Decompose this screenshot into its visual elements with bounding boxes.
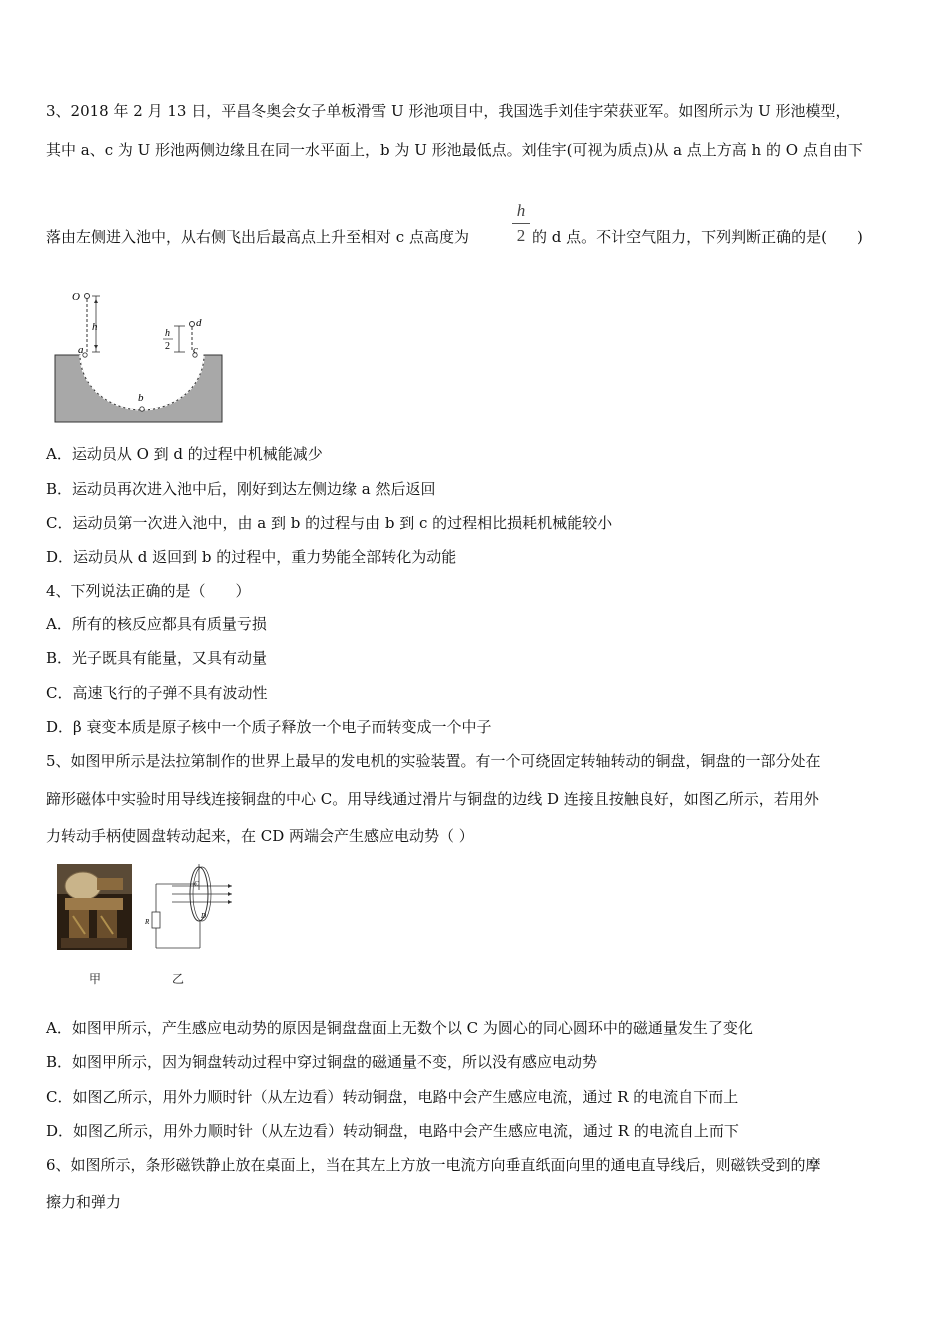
q3-line-2: 其中 a、c 为 U 形池两侧边缘且在同一水平面上，b 为 U 形池最低点。刘佳宇(可视为质点)从 a 点上方高 h 的 O 点自由下 [46,141,863,159]
label-R: R [145,918,150,926]
frac-numerator: h [516,201,526,220]
label-d: d [196,317,202,329]
q6-line-2: 擦力和弹力 [46,1193,122,1211]
label-O: O [72,291,80,303]
q6-line-1: 6、如图所示，条形磁铁静止放在桌面上，当在其左上方放一电流方向垂直纸面向里的通电直导线后，则磁铁受到的摩 [46,1156,821,1174]
q4-stem: 4、下列说法正确的是（ ） [46,582,251,600]
label-a: a [78,344,84,356]
q5-line-2: 蹄形磁体中实验时用导线连接铜盘的中心 C。用导线通过滑片与铜盘的边线 D 连接且按触良好，如图乙所示，若用外 [46,790,819,808]
q3-option-b: B．运动员再次进入池中后，刚好到达左侧边缘 a 然后返回 [46,480,436,498]
q3-option-c: C．运动员第一次进入池中，由 a 到 b 的过程与由 b 到 c 的过程相比损耗机械能较小 [46,514,613,532]
q5-line-3: 力转动手柄使圆盘转动起来，在 CD 两端会产生感应电动势（ ） [46,827,474,845]
q5-line-1: 5、如图甲所示是法拉第制作的世界上最早的发电机的实验装置。有一个可绕固定转轴转动的铜盘，铜盘的一部分处在 [46,752,821,770]
q3-line-1: 3、2018 年 2 月 13 日，平昌冬奥会女子单板滑雪 U 形池项目中，我国选手刘佳宇荣获亚军。如图所示为 U 形池模型， [46,102,851,120]
q5-option-b: B．如图甲所示，因为铜盘转动过程中穿过铜盘的磁通量不变，所以没有感应电动势 [46,1053,598,1071]
q5-option-a: A．如图甲所示，产生感应电动势的原因是铜盘盘面上无数个以 C 为圆心的同心圆环中的磁通量发生了变化 [46,1019,753,1037]
q3-option-a: A．运动员从 O 到 d 的过程中机械能减少 [46,445,323,463]
label-D: D [201,912,207,920]
q4-option-b: B．光子既具有能量，又具有动量 [46,649,268,667]
faraday-generator-photo [57,864,132,950]
q4-option-c: C．高速飞行的子弹不具有波动性 [46,684,268,702]
q3-fraction-h-over-2 [511,201,531,246]
q3-line-3a: 落由左侧进入池中，从右侧飞出后最高点上升至相对 c 点高度为 [46,228,469,246]
label-h2-num: h [165,328,170,339]
caption-yi: 乙 [172,972,185,986]
frac-denominator: 2 [516,226,526,245]
label-h2-den: 2 [165,341,170,352]
q3-line-3b: 的 d 点。不计空气阻力，下列判断正确的是( ) [532,228,863,246]
u-pool-figure [52,286,227,426]
caption-jia: 甲 [89,972,102,986]
q3-option-d: D．运动员从 d 返回到 b 的过程中，重力势能全部转化为动能 [46,548,457,566]
label-c: c [193,344,198,356]
label-h: h [92,321,98,333]
label-C: C [194,880,199,888]
q5-option-c: C．如图乙所示，用外力顺时针（从左边看）转动铜盘，电路中会产生感应电流，通过 R 的电流自下而上 [46,1088,739,1106]
q4-option-d: D．β 衰变本质是原子核中一个质子释放一个电子而转变成一个中子 [46,718,492,736]
q4-option-a: A．所有的核反应都具有质量亏损 [46,615,267,633]
circuit-diagram [142,862,242,952]
label-b: b [138,392,144,404]
q5-option-d: D．如图乙所示，用外力顺时针（从左边看）转动铜盘，电路中会产生感应电流，通过 R 的电流自上而下 [46,1122,739,1140]
